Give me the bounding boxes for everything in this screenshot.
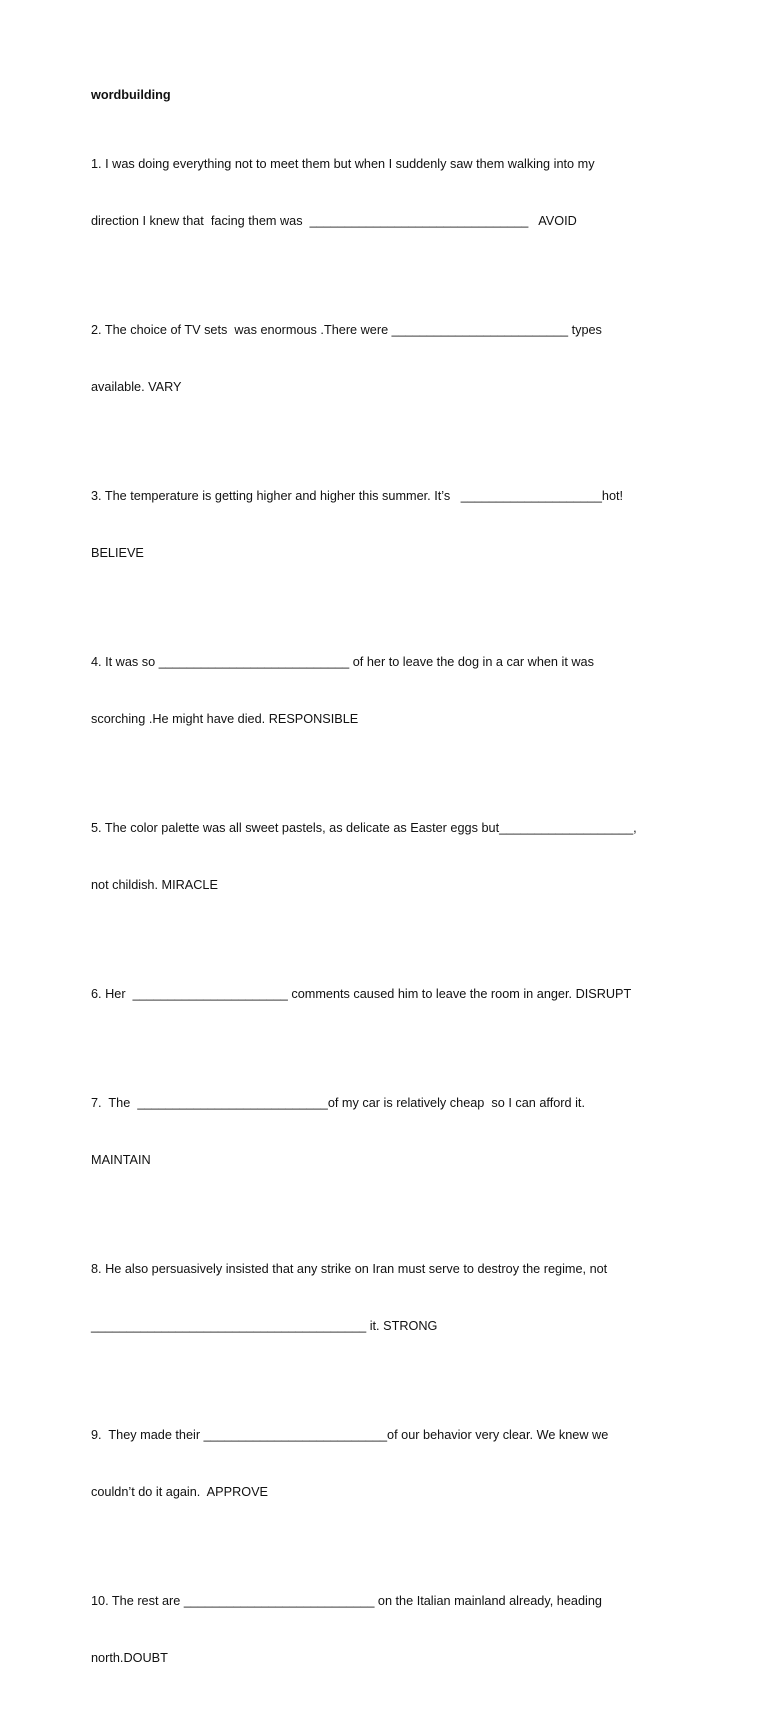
exercise-line: north.DOUBT <box>91 1651 168 1665</box>
exercise-line: couldn’t do it again. APPROVE <box>91 1485 269 1499</box>
exercise-line: not childish. MIRACLE <box>91 878 218 892</box>
exercise-line: MAINTAIN <box>91 1153 151 1167</box>
exercise-line: 2. The choice of TV sets was enormous .There were _________________________ types <box>91 323 602 337</box>
exercise-line: BELIEVE <box>91 546 144 560</box>
exercise-line: 1. I was doing everything not to meet them but when I suddenly saw them walking into my <box>91 157 595 171</box>
exercise-item-6 <box>91 947 691 1042</box>
exercise-item-4 <box>91 615 691 767</box>
exercise-line: 3. The temperature is getting higher and higher this summer. It’s ____________________hot! <box>91 489 624 503</box>
exercise-line: 9. They made their __________________________of our behavior very clear. We knew we <box>91 1428 609 1442</box>
exercise-line: 10. The rest are ___________________________ on the Italian mainland already, heading <box>91 1594 602 1608</box>
exercise-line: _______________________________________ it. STRONG <box>91 1319 438 1333</box>
exercise-item-5 <box>91 781 691 933</box>
exercise-item-2 <box>91 283 691 435</box>
exercise-line: direction I knew that facing them was _______________________________ AVOID <box>91 214 577 228</box>
exercise-line: 5. The color palette was all sweet pastels, as delicate as Easter eggs but___________________, <box>91 821 637 835</box>
exercise-line: scorching .He might have died. RESPONSIBLE <box>91 712 359 726</box>
exercise-line: 7. The ___________________________of my car is relatively cheap so I can afford it. <box>91 1096 585 1110</box>
exercise-line: 8. He also persuasively insisted that any strike on Iran must serve to destroy the regime, not <box>91 1262 608 1276</box>
exercise-item-3 <box>91 449 691 601</box>
exercise-line: 4. It was so ___________________________ of her to leave the dog in a car when it was <box>91 655 594 669</box>
exercise-item-8 <box>91 1222 691 1374</box>
exercise-item-10 <box>91 1554 691 1706</box>
exercise-line: 6. Her ______________________ comments caused him to leave the room in anger. DISRUPT <box>91 987 632 1001</box>
worksheet <box>91 86 691 1720</box>
worksheet-title: wordbuilding <box>91 88 171 102</box>
exercise-item-7 <box>91 1056 691 1208</box>
exercise-line: available. VARY <box>91 380 182 394</box>
exercise-item-1 <box>91 117 691 269</box>
exercise-item-9 <box>91 1388 691 1540</box>
